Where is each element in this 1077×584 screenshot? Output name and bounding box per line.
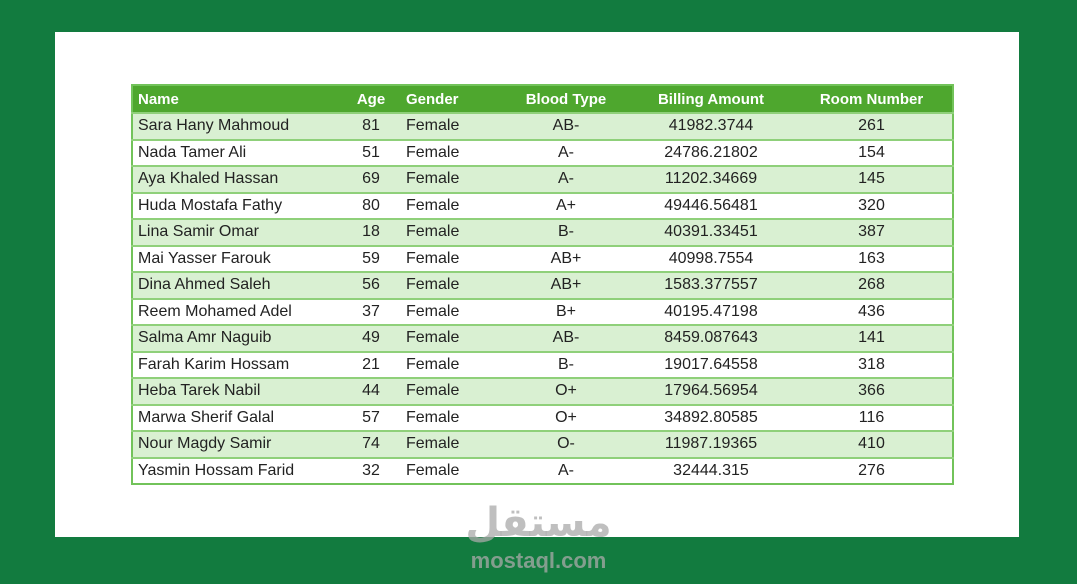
table-cell: AB- xyxy=(501,325,631,352)
table-cell: 145 xyxy=(791,166,953,193)
column-header: Gender xyxy=(401,85,501,113)
table-cell: AB+ xyxy=(501,272,631,299)
table-cell: 32444.315 xyxy=(631,458,791,485)
table-row xyxy=(132,140,953,167)
table-cell: B+ xyxy=(501,299,631,326)
table-cell: A+ xyxy=(501,193,631,220)
table-cell: 163 xyxy=(791,246,953,273)
table-cell: 11987.19365 xyxy=(631,431,791,458)
table-cell: Female xyxy=(401,193,501,220)
table-cell: Female xyxy=(401,405,501,432)
table-cell: Female xyxy=(401,299,501,326)
watermark-url: mostaql.com xyxy=(470,548,607,573)
table-cell: 268 xyxy=(791,272,953,299)
table-row xyxy=(132,325,953,352)
column-header: Billing Amount xyxy=(631,85,791,113)
table-cell: 410 xyxy=(791,431,953,458)
table-cell: 154 xyxy=(791,140,953,167)
column-header: Room Number xyxy=(791,85,953,113)
table-row xyxy=(132,113,953,140)
table-cell: 24786.21802 xyxy=(631,140,791,167)
table-cell: 436 xyxy=(791,299,953,326)
table-cell: 261 xyxy=(791,113,953,140)
table-cell: Female xyxy=(401,378,501,405)
table-cell: Female xyxy=(401,352,501,379)
table-cell: Salma Amr Naguib xyxy=(132,325,341,352)
table-cell: 8459.087643 xyxy=(631,325,791,352)
watermark-logo: مستقل xyxy=(465,500,612,546)
table-cell: AB- xyxy=(501,113,631,140)
table-cell: 56 xyxy=(341,272,401,299)
table-cell: 40998.7554 xyxy=(631,246,791,273)
table-cell: 74 xyxy=(341,431,401,458)
table-cell: 19017.64558 xyxy=(631,352,791,379)
table-cell: 32 xyxy=(341,458,401,485)
table-cell: O- xyxy=(501,431,631,458)
table-cell: 11202.34669 xyxy=(631,166,791,193)
table-cell: 366 xyxy=(791,378,953,405)
table-row xyxy=(132,352,953,379)
column-header: Name xyxy=(132,85,341,113)
table-cell: Huda Mostafa Fathy xyxy=(132,193,341,220)
table-cell: Lina Samir Omar xyxy=(132,219,341,246)
table-cell: Female xyxy=(401,219,501,246)
table-row xyxy=(132,431,953,458)
table-cell: 57 xyxy=(341,405,401,432)
table-cell: Female xyxy=(401,431,501,458)
table-cell: Female xyxy=(401,458,501,485)
table-cell: Dina Ahmed Saleh xyxy=(132,272,341,299)
table-cell: O+ xyxy=(501,405,631,432)
table-cell: 44 xyxy=(341,378,401,405)
table-row xyxy=(132,405,953,432)
table-cell: 34892.80585 xyxy=(631,405,791,432)
table-row xyxy=(132,299,953,326)
table-row xyxy=(132,193,953,220)
table-cell: A- xyxy=(501,166,631,193)
column-header: Age xyxy=(341,85,401,113)
table-cell: 81 xyxy=(341,113,401,140)
table-cell: 320 xyxy=(791,193,953,220)
table-cell: Farah Karim Hossam xyxy=(132,352,341,379)
table-cell: 49446.56481 xyxy=(631,193,791,220)
table-cell: Female xyxy=(401,140,501,167)
table-cell: Nour Magdy Samir xyxy=(132,431,341,458)
table-cell: 37 xyxy=(341,299,401,326)
table-cell: 69 xyxy=(341,166,401,193)
column-header: Blood Type xyxy=(501,85,631,113)
table-row xyxy=(132,166,953,193)
table-row xyxy=(132,272,953,299)
table-row xyxy=(132,378,953,405)
table-cell: O+ xyxy=(501,378,631,405)
table-row xyxy=(132,458,953,485)
table-cell: 49 xyxy=(341,325,401,352)
table-cell: 387 xyxy=(791,219,953,246)
table-cell: 51 xyxy=(341,140,401,167)
table-cell: Female xyxy=(401,113,501,140)
table-cell: 276 xyxy=(791,458,953,485)
table-cell: 59 xyxy=(341,246,401,273)
table-cell: B- xyxy=(501,219,631,246)
table-cell: 318 xyxy=(791,352,953,379)
table-cell: A- xyxy=(501,458,631,485)
table-cell: Female xyxy=(401,166,501,193)
table-cell: Female xyxy=(401,272,501,299)
header-row xyxy=(132,85,953,113)
table-cell: 17964.56954 xyxy=(631,378,791,405)
table-cell: Mai Yasser Farouk xyxy=(132,246,341,273)
table-cell: Aya Khaled Hassan xyxy=(132,166,341,193)
table-cell: 40391.33451 xyxy=(631,219,791,246)
table-cell: 141 xyxy=(791,325,953,352)
patients-table xyxy=(131,84,954,485)
table-cell: Sara Hany Mahmoud xyxy=(132,113,341,140)
table-cell: Marwa Sherif Galal xyxy=(132,405,341,432)
table-row xyxy=(132,246,953,273)
table-cell: Nada Tamer Ali xyxy=(132,140,341,167)
table-row xyxy=(132,219,953,246)
table-cell: 80 xyxy=(341,193,401,220)
table-cell: Heba Tarek Nabil xyxy=(132,378,341,405)
table-cell: 116 xyxy=(791,405,953,432)
table-cell: Female xyxy=(401,246,501,273)
table-cell: Yasmin Hossam Farid xyxy=(132,458,341,485)
table-cell: 40195.47198 xyxy=(631,299,791,326)
table-cell: 1583.377557 xyxy=(631,272,791,299)
table-cell: 21 xyxy=(341,352,401,379)
table-cell: Female xyxy=(401,325,501,352)
table-cell: A- xyxy=(501,140,631,167)
table-cell: B- xyxy=(501,352,631,379)
table-cell: Reem Mohamed Adel xyxy=(132,299,341,326)
table-cell: AB+ xyxy=(501,246,631,273)
table-cell: 18 xyxy=(341,219,401,246)
table-cell: 41982.3744 xyxy=(631,113,791,140)
